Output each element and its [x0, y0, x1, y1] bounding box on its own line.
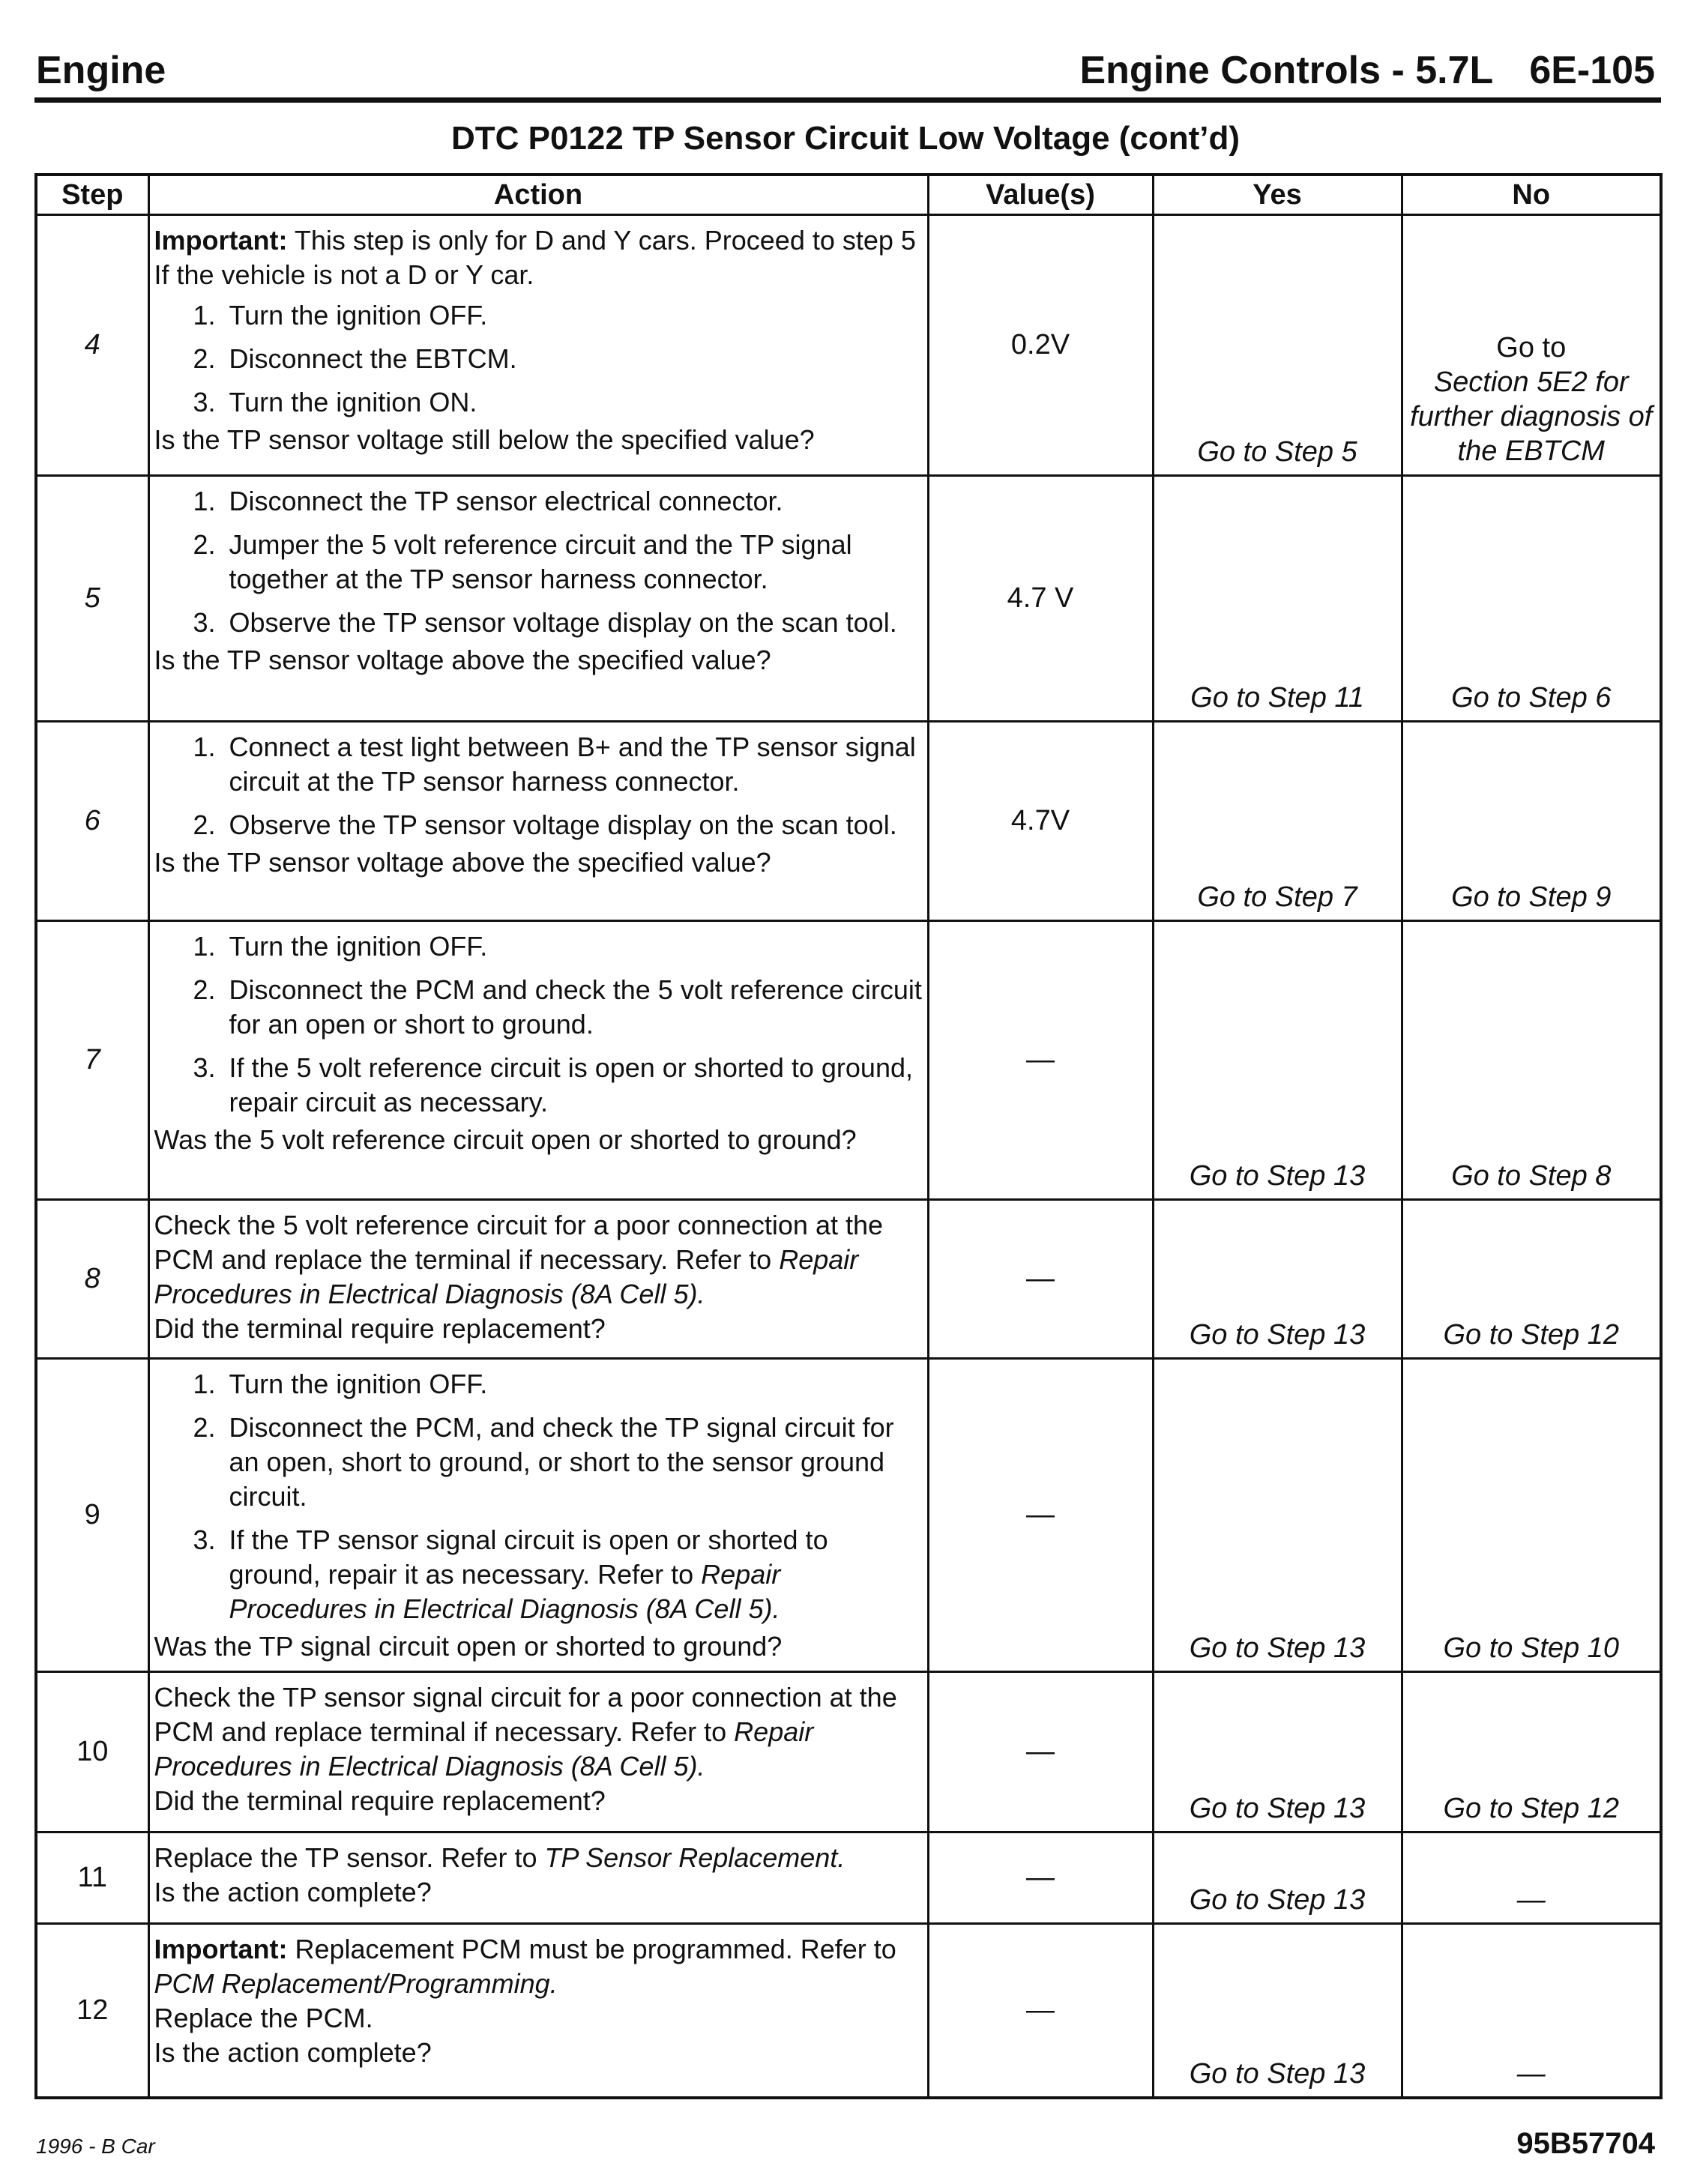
important-text: This step is only for D and Y cars. Proceed to step 5 If the vehicle is not a D or Y car.	[154, 225, 916, 290]
table-row	[36, 1200, 1661, 1359]
action-item: 3. Turn the ignition ON.	[223, 385, 923, 420]
table-row	[36, 722, 1661, 921]
no-cell	[1402, 215, 1661, 476]
action-item: 2. Disconnect the EBTCM.	[223, 342, 923, 376]
no-cell: Go to Step 12	[1402, 1672, 1661, 1832]
yes-cell: Go to Step 13	[1153, 1672, 1402, 1832]
action-reference: PCM Replacement/Programming.	[154, 1968, 558, 1999]
action-question: Is the TP sensor voltage above the specified value?	[154, 847, 771, 878]
col-header-no: No	[1402, 175, 1661, 215]
header-rule	[34, 97, 1661, 103]
col-header-action: Action	[148, 175, 928, 215]
step-number: 7	[36, 921, 148, 1200]
action-cell	[148, 1359, 928, 1672]
value-cell: 0.2V	[928, 215, 1153, 476]
action-reference: Repair Procedures in Electrical Diagnosis (8A Cell 5).	[154, 1244, 859, 1309]
value-cell: —	[928, 1924, 1153, 2098]
action-cell	[148, 1200, 928, 1359]
col-header-values: Value(s)	[928, 175, 1153, 215]
action-question: Was the 5 volt reference circuit open or shorted to ground?	[154, 1124, 857, 1155]
action-reference: Repair Procedures in Electrical Diagnosis (8A Cell 5).	[229, 1559, 781, 1624]
value-cell: —	[928, 921, 1153, 1200]
table-row	[36, 476, 1661, 722]
no-cell: Go to Step 12	[1402, 1200, 1661, 1359]
no-cell: —	[1402, 1832, 1661, 1924]
yes-cell: Go to Step 13	[1153, 921, 1402, 1200]
action-instruction: Check the 5 volt reference circuit for a poor connection at the PCM and replace the terminal if necessary. Refer to	[154, 1210, 884, 1275]
diagnostic-table	[34, 173, 1663, 2099]
step-number: 11	[36, 1832, 148, 1924]
no-cell: Go to Step 9	[1402, 722, 1661, 921]
action-item: 2. Disconnect the PCM, and check the TP signal circuit for an open, short to ground, or short to the sensor ground circuit.	[223, 1411, 923, 1514]
step-number: 10	[36, 1672, 148, 1832]
action-cell	[148, 722, 928, 921]
action-item: 1. Disconnect the TP sensor electrical connector.	[223, 484, 923, 519]
action-cell	[148, 921, 928, 1200]
table-row	[36, 215, 1661, 476]
action-item: 1. Connect a test light between B+ and the TP sensor signal circuit at the TP sensor harness connector.	[223, 730, 923, 799]
step-number: 4	[36, 215, 148, 476]
important-note	[154, 1932, 923, 2001]
action-cell	[148, 215, 928, 476]
section-header: Engine	[36, 49, 166, 92]
action-question: Did the terminal require replacement?	[154, 1785, 606, 1816]
value-cell: —	[928, 1359, 1153, 1672]
table-row	[36, 1359, 1661, 1672]
important-label: Important:	[154, 225, 288, 256]
no-cell: Go to Step 6	[1402, 476, 1661, 722]
no-cell: Go to Step 10	[1402, 1359, 1661, 1672]
action-question: Is the TP sensor voltage above the specified value?	[154, 645, 771, 675]
action-cell	[148, 1672, 928, 1832]
step-number: 5	[36, 476, 148, 722]
table-row	[36, 1672, 1661, 1832]
no-goto: Go to	[1496, 332, 1567, 364]
footer-figure-id: 95B57704	[1516, 2127, 1655, 2160]
action-item: 1. Turn the ignition OFF.	[223, 929, 923, 964]
yes-cell: Go to Step 5	[1153, 215, 1402, 476]
yes-cell: Go to Step 7	[1153, 722, 1402, 921]
page-number: 6E-105	[1529, 49, 1655, 92]
action-item: 3. Observe the TP sensor voltage display on the scan tool.	[223, 606, 923, 640]
value-cell: 4.7 V	[928, 476, 1153, 722]
step-number: 6	[36, 722, 148, 921]
value-cell: —	[928, 1672, 1153, 1832]
important-label: Important:	[154, 1934, 288, 1964]
no-reference: Section 5E2 for further diagnosis of the EBTCM	[1410, 366, 1653, 467]
value-cell: —	[928, 1832, 1153, 1924]
action-cell	[148, 1924, 928, 2098]
action-question: Was the TP signal circuit open or shorted to ground?	[154, 1631, 783, 1662]
yes-cell: Go to Step 13	[1153, 1359, 1402, 1672]
step-number: 9	[36, 1359, 148, 1672]
action-item: 1. Turn the ignition OFF.	[223, 298, 923, 333]
action-instruction: Replace the PCM.	[154, 2003, 373, 2033]
no-cell: Go to Step 8	[1402, 921, 1661, 1200]
table-row	[36, 1924, 1661, 2098]
no-cell: —	[1402, 1924, 1661, 2098]
table-row	[36, 921, 1661, 1200]
action-item: 2. Disconnect the PCM and check the 5 volt reference circuit for an open or short to ground.	[223, 973, 923, 1042]
action-item: 1. Turn the ignition OFF.	[223, 1367, 923, 1402]
step-number: 12	[36, 1924, 148, 2098]
action-reference: TP Sensor Replacement.	[544, 1842, 846, 1873]
col-header-step: Step	[36, 175, 148, 215]
important-text: Replacement PCM must be programmed. Refer to	[295, 1934, 896, 1964]
action-item: 3. If the 5 volt reference circuit is open or shorted to ground, repair circuit as necessary.	[223, 1051, 923, 1120]
yes-cell: Go to Step 13	[1153, 1832, 1402, 1924]
action-item-text: If the TP sensor signal circuit is open or shorted to ground, repair it as necessary. Refer to	[229, 1524, 828, 1590]
action-cell	[148, 476, 928, 722]
action-cell	[148, 1832, 928, 1924]
yes-cell: Go to Step 11	[1153, 476, 1402, 722]
value-cell: 4.7V	[928, 722, 1153, 921]
header-row	[36, 175, 1661, 215]
yes-cell: Go to Step 13	[1153, 1200, 1402, 1359]
action-item: 2. Observe the TP sensor voltage display on the scan tool.	[223, 808, 923, 842]
action-question: Is the TP sensor voltage still below the specified value?	[154, 424, 815, 455]
action-question: Did the terminal require replacement?	[154, 1313, 606, 1344]
table-row	[36, 1832, 1661, 1924]
action-text	[154, 1680, 923, 1784]
step-number: 8	[36, 1200, 148, 1359]
action-instruction: Replace the TP sensor. Refer to	[154, 1842, 537, 1873]
action-question: Is the action complete?	[154, 2037, 432, 2068]
action-question: Is the action complete?	[154, 1877, 432, 1907]
col-header-yes: Yes	[1153, 175, 1402, 215]
value-cell: —	[928, 1200, 1153, 1359]
header-title: Engine Controls - 5.7L	[1079, 49, 1494, 92]
action-text	[154, 1841, 923, 1875]
important-note	[154, 223, 923, 292]
page-header	[1079, 48, 1655, 93]
yes-cell: Go to Step 13	[1153, 1924, 1402, 2098]
action-instruction: Check the TP sensor signal circuit for a poor connection at the PCM and replace terminal if necessary. Refer to	[154, 1682, 897, 1747]
action-text	[154, 1208, 923, 1312]
footer-vehicle: 1996 - B Car	[36, 2135, 155, 2158]
action-item: 2. Jumper the 5 volt reference circuit and the TP signal together at the TP sensor harness connector.	[223, 528, 923, 597]
action-item	[223, 1523, 923, 1626]
action-reference: Repair Procedures in Electrical Diagnosis (8A Cell 5).	[154, 1716, 814, 1782]
table-title: DTC P0122 TP Sensor Circuit Low Voltage (cont’d)	[450, 120, 1241, 157]
